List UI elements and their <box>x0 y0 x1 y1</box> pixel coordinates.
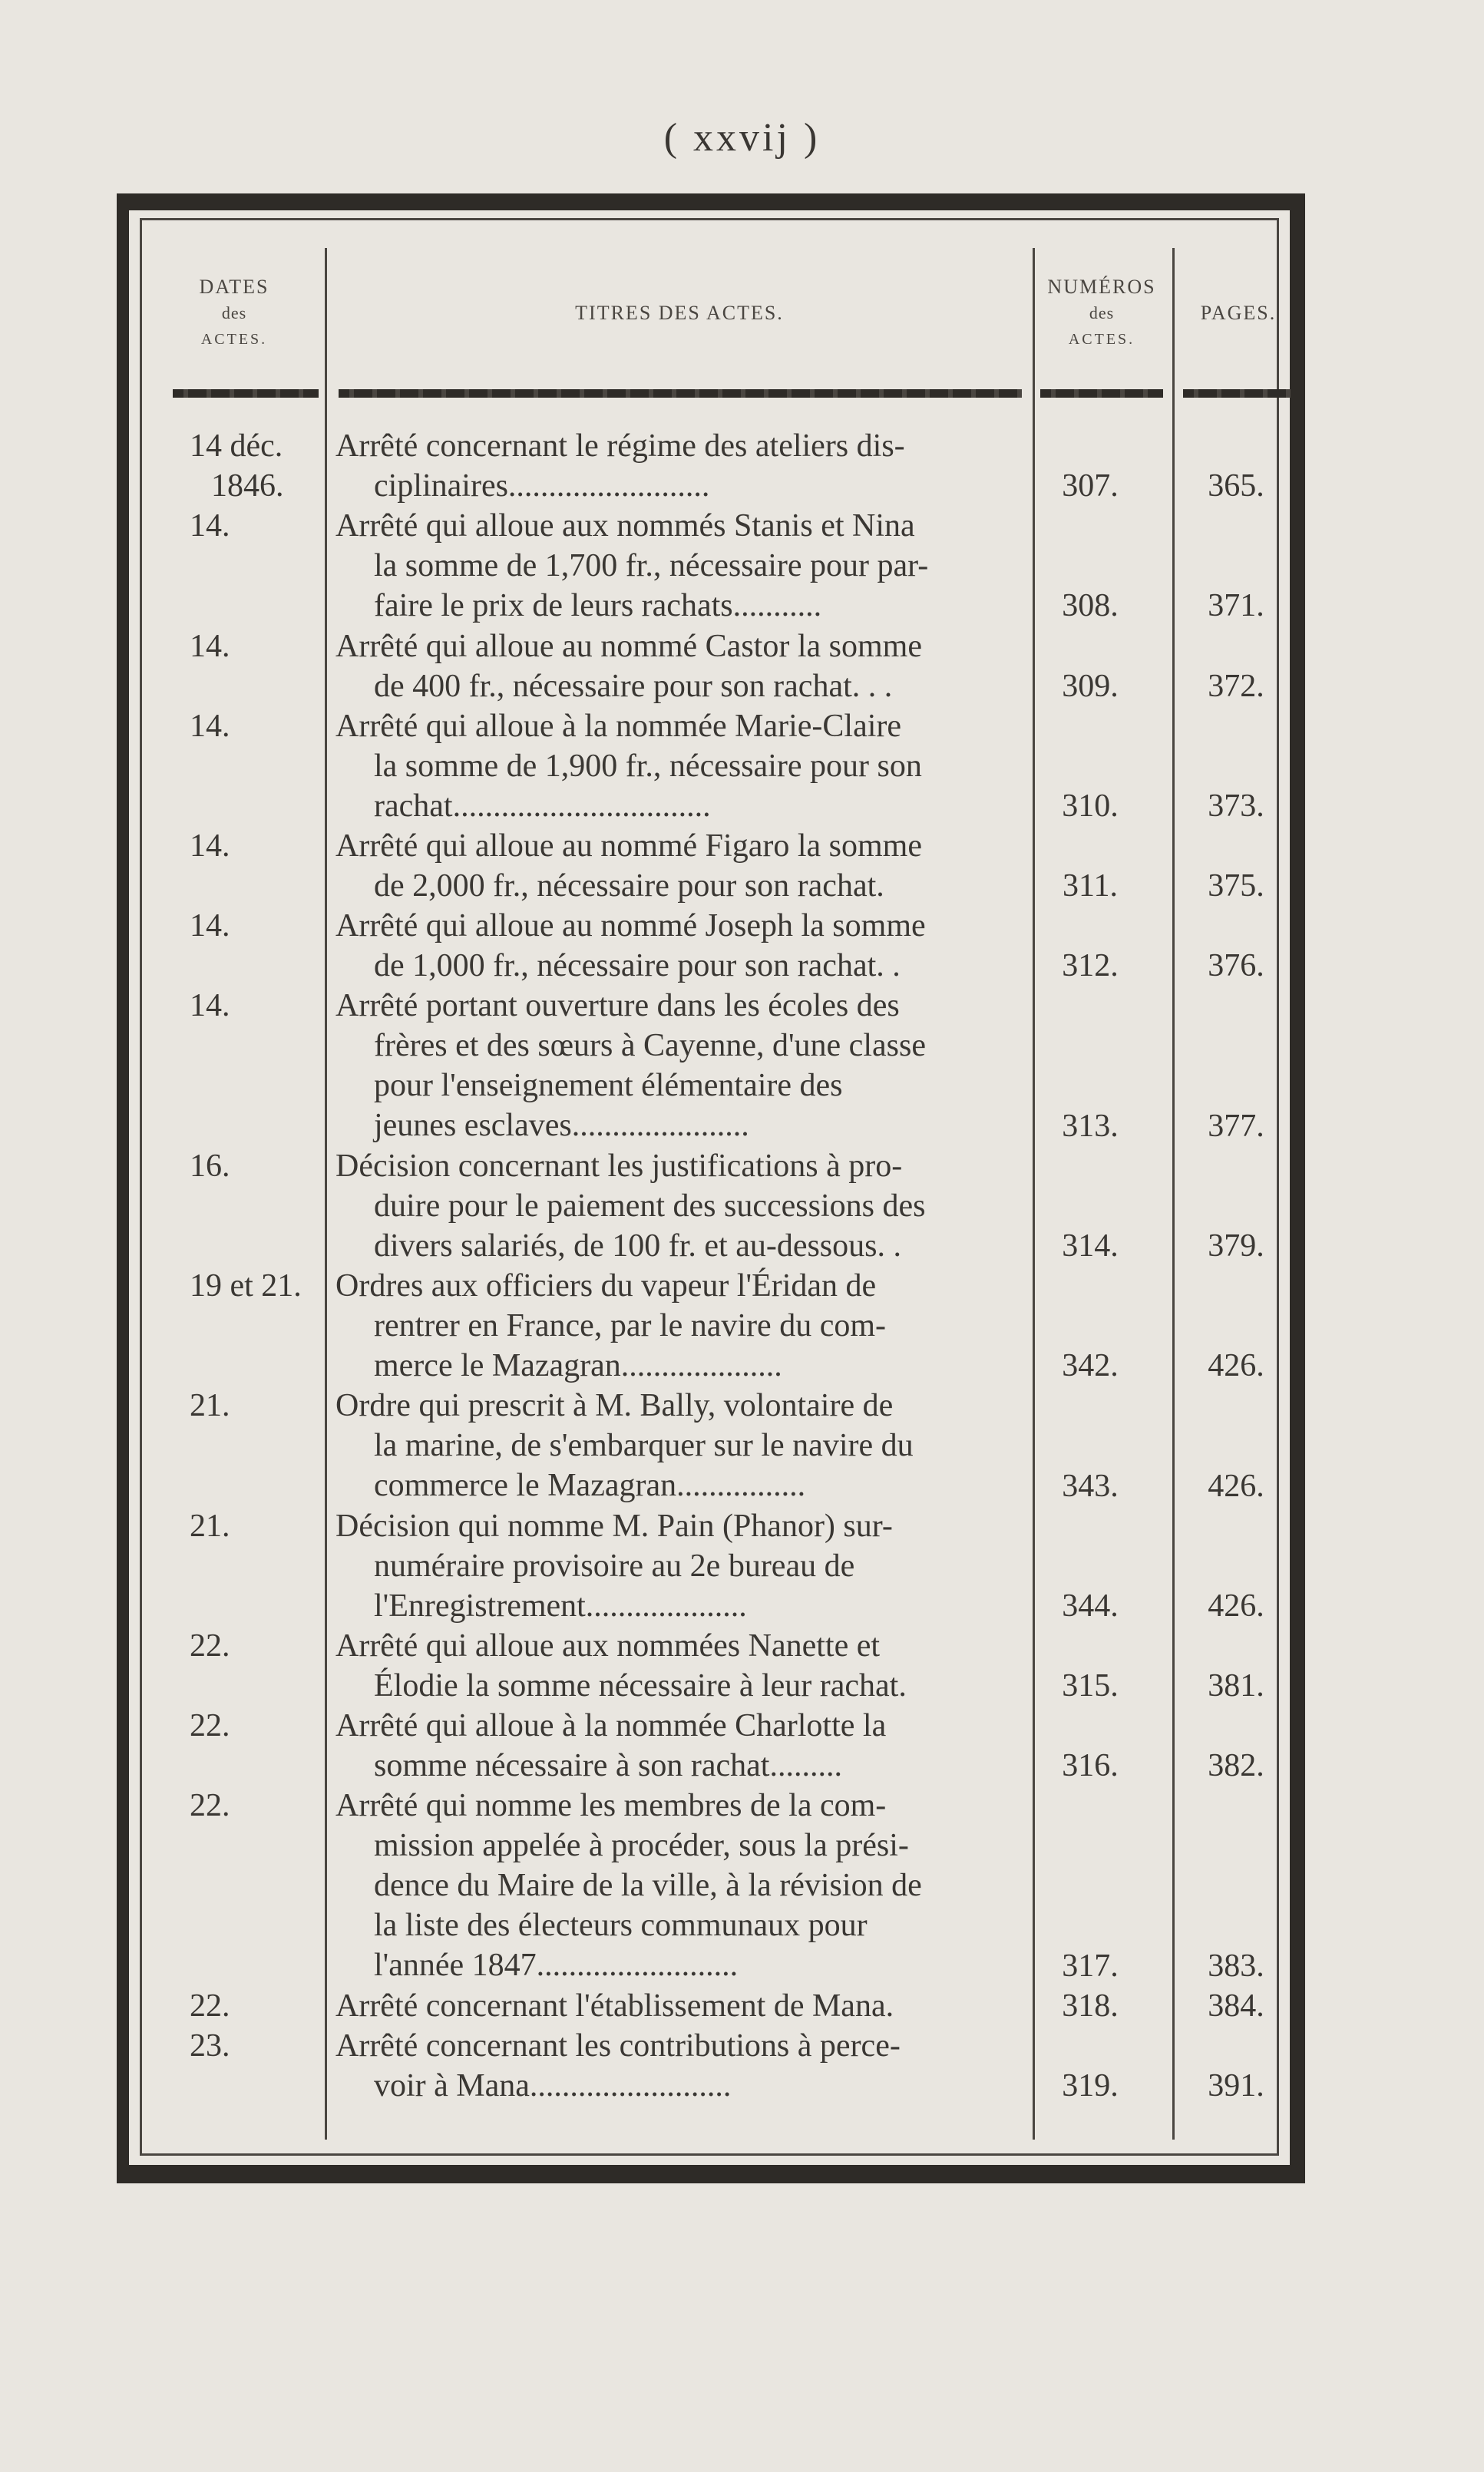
act-date-line: 22. <box>190 1988 230 2024</box>
act-title-line: Arrêté qui alloue à la nommée Charlotte la <box>335 1708 887 1744</box>
act-title-line: Arrêté qui nomme les membres de la com- <box>335 1788 887 1824</box>
act-page: 426. <box>1208 1468 1264 1504</box>
act-page: 426. <box>1208 1348 1264 1384</box>
header-rule <box>1183 389 1291 398</box>
act-number: 311. <box>1063 868 1118 904</box>
act-date-line: 16. <box>190 1148 230 1184</box>
act-title-line: somme nécessaire à son rachat......... <box>374 1748 842 1784</box>
act-title-line: la marine, de s'embarquer sur le navire du <box>374 1428 914 1464</box>
act-title-line: Ordre qui prescrit à M. Bally, volontaire de <box>335 1388 894 1424</box>
act-title <box>335 1146 1011 1266</box>
act-date-line: 23. <box>190 2028 230 2064</box>
act-page: 382. <box>1208 1748 1264 1784</box>
act-date-line: 14. <box>190 508 230 544</box>
act-title <box>335 426 1011 506</box>
page-number: ( xxvij ) <box>663 116 821 160</box>
act-title-line: ciplinaires......................... <box>374 468 710 504</box>
act-page: 381. <box>1208 1668 1264 1704</box>
act-number: 318. <box>1062 1988 1119 2024</box>
column-divider <box>1172 248 1175 2140</box>
act-title <box>335 1266 1011 1386</box>
act-title-line: divers salariés, de 100 fr. et au-dessous. . <box>374 1228 901 1264</box>
header-rule <box>173 389 319 398</box>
act-page: 365. <box>1208 468 1264 504</box>
act-title-line: pour l'enseignement élémentaire des <box>374 1068 843 1104</box>
act-title-line: voir à Mana......................... <box>374 2068 732 2104</box>
act-date <box>190 426 320 506</box>
act-date <box>190 826 320 866</box>
act-page: 426. <box>1208 1588 1264 1624</box>
act-title <box>335 626 1011 706</box>
act-title-line: la somme de 1,900 fr., nécessaire pour son <box>374 748 922 784</box>
act-title-line: Arrêté qui alloue au nommé Castor la somme <box>335 628 922 664</box>
act-title-line: rachat................................ <box>374 788 711 824</box>
act-title-line: Arrêté qui alloue à la nommée Marie-Claire <box>335 708 902 744</box>
act-page: 377. <box>1208 1108 1264 1144</box>
header-numeros-line: NUMÉROS <box>1047 276 1156 298</box>
act-title-line: frères et des sœurs à Cayenne, d'une classe <box>374 1028 926 1064</box>
header-rule <box>339 389 1022 398</box>
act-number: 308. <box>1062 588 1119 624</box>
act-title <box>335 506 1011 626</box>
act-title-line: l'Enregistrement.................... <box>374 1588 747 1624</box>
act-date-line: 19 et 21. <box>190 1268 302 1304</box>
act-title <box>335 906 1011 986</box>
act-page: 372. <box>1208 668 1264 704</box>
header-pages: PAGES. <box>1200 302 1277 324</box>
act-date <box>190 986 320 1026</box>
act-title <box>335 1386 1011 1505</box>
header-dates-line: DATES <box>199 276 269 298</box>
act-title <box>335 826 1011 906</box>
act-title-line: dence du Maire de la ville, à la révision de <box>374 1868 922 1904</box>
act-title <box>335 1786 1011 1985</box>
table-frame <box>117 193 1305 2183</box>
act-date <box>190 1986 320 2026</box>
act-number: 307. <box>1062 468 1119 504</box>
act-number: 312. <box>1062 948 1119 984</box>
act-page: 376. <box>1208 948 1264 984</box>
act-title <box>335 1506 1011 1626</box>
act-date-line: 21. <box>190 1508 230 1544</box>
act-number: 314. <box>1062 1228 1119 1264</box>
act-number: 316. <box>1062 1748 1119 1784</box>
act-date <box>190 2026 320 2066</box>
header-titres: TITRES DES ACTES. <box>575 302 784 324</box>
act-page: 373. <box>1208 788 1264 824</box>
act-page: 391. <box>1208 2068 1264 2104</box>
act-title-line: Arrêté concernant les contributions à perce- <box>335 2028 901 2064</box>
act-title-line: faire le prix de leurs rachats........... <box>374 588 822 624</box>
act-title <box>335 2026 1011 2106</box>
act-title-line: de 2,000 fr., nécessaire pour son rachat. <box>374 868 884 904</box>
table-inner-border <box>140 218 1279 2156</box>
act-title-line: jeunes esclaves...................... <box>374 1108 749 1144</box>
act-title-line: Élodie la somme nécessaire à leur rachat. <box>374 1668 907 1704</box>
act-page: 379. <box>1208 1228 1264 1264</box>
act-title <box>335 986 1011 1145</box>
act-number: 310. <box>1062 788 1119 824</box>
act-date-line: 14. <box>190 988 230 1024</box>
act-date-line: 14. <box>190 828 230 864</box>
act-number: 317. <box>1062 1948 1119 1984</box>
act-date-line: 22. <box>190 1788 230 1824</box>
act-title-line: Arrêté portant ouverture dans les écoles des <box>335 988 900 1024</box>
act-title-line: de 1,000 fr., nécessaire pour son rachat. . <box>374 948 901 984</box>
act-number: 313. <box>1062 1108 1119 1144</box>
act-number: 309. <box>1062 668 1119 704</box>
act-date <box>190 1786 320 1826</box>
act-title <box>335 1626 1011 1706</box>
act-title <box>335 706 1011 826</box>
header-numeros <box>1036 274 1167 352</box>
act-title-line: duire pour le paiement des successions des <box>374 1188 926 1224</box>
act-page: 375. <box>1208 868 1264 904</box>
act-date-line: 1846. <box>211 468 284 504</box>
act-date <box>190 1706 320 1746</box>
act-number: 344. <box>1062 1588 1119 1624</box>
act-title <box>335 1986 1011 2026</box>
act-title-line: mission appelée à procéder, sous la prési- <box>374 1828 909 1864</box>
column-divider <box>325 248 327 2140</box>
act-number: 315. <box>1062 1668 1119 1704</box>
act-title-line: Décision concernant les justifications à pro- <box>335 1148 903 1184</box>
act-title-line: numéraire provisoire au 2e bureau de <box>374 1548 855 1584</box>
act-title-line: Arrêté concernant le régime des ateliers dis- <box>335 428 905 464</box>
act-date <box>190 626 320 666</box>
act-date <box>190 1506 320 1546</box>
act-title-line: merce le Mazagran.................... <box>374 1348 782 1384</box>
act-title-line: Arrêté concernant l'établissement de Mana. <box>335 1988 894 2024</box>
header-dates-line: des <box>221 303 247 322</box>
act-date <box>190 1386 320 1426</box>
act-title-line: Arrêté qui alloue au nommé Joseph la somme <box>335 908 926 944</box>
header-numeros-line: ACTES. <box>1068 331 1135 348</box>
act-page: 371. <box>1208 588 1264 624</box>
act-date <box>190 506 320 546</box>
act-date-line: 14. <box>190 628 230 664</box>
act-title-line: de 400 fr., nécessaire pour son rachat. . . <box>374 668 893 704</box>
act-date <box>190 1266 320 1306</box>
act-title-line: la somme de 1,700 fr., nécessaire pour par- <box>374 548 929 584</box>
act-page: 384. <box>1208 1988 1264 2024</box>
header-numeros-line: des <box>1089 303 1115 322</box>
act-date-line: 14. <box>190 708 230 744</box>
act-number: 319. <box>1062 2068 1119 2104</box>
act-date <box>190 906 320 946</box>
header-dates <box>150 274 319 352</box>
act-date <box>190 706 320 746</box>
act-number: 343. <box>1062 1468 1119 1504</box>
act-date <box>190 1626 320 1666</box>
act-title-line: rentrer en France, par le navire du com- <box>374 1308 886 1344</box>
act-number: 342. <box>1062 1348 1119 1384</box>
header-dates-line: ACTES. <box>200 331 268 348</box>
act-title-line: Arrêté qui alloue aux nommés Stanis et Nina <box>335 508 915 544</box>
act-date <box>190 1146 320 1186</box>
act-title-line: commerce le Mazagran................ <box>374 1468 806 1504</box>
header-rule <box>1040 389 1163 398</box>
act-date-line: 22. <box>190 1628 230 1664</box>
act-date-line: 22. <box>190 1708 230 1744</box>
act-title-line: Arrêté qui alloue aux nommées Nanette et <box>335 1628 881 1664</box>
column-divider <box>1033 248 1035 2140</box>
act-title-line: Décision qui nomme M. Pain (Phanor) sur- <box>335 1508 893 1544</box>
act-date-line: 14. <box>190 908 230 944</box>
act-title-line: l'année 1847......................... <box>374 1948 739 1984</box>
act-title-line: la liste des électeurs communaux pour <box>374 1908 868 1944</box>
act-title <box>335 1706 1011 1786</box>
act-title-line: Arrêté qui alloue au nommé Figaro la somme <box>335 828 922 864</box>
act-title-line: Ordres aux officiers du vapeur l'Éridan de <box>335 1268 877 1304</box>
act-date-line: 21. <box>190 1388 230 1424</box>
act-date-line: 14 déc. <box>190 428 283 464</box>
act-page: 383. <box>1208 1948 1264 1984</box>
